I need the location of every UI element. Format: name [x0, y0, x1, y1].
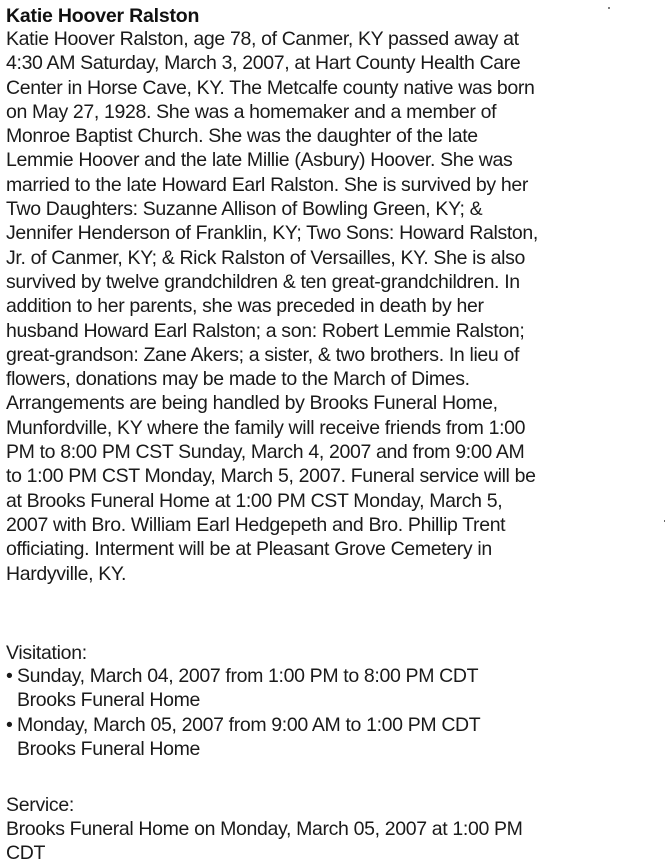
visitation-time: Monday, March 05, 2007 from 9:00 AM to 1:00 PM CDT — [17, 713, 481, 736]
body-line: Hardyville, KY. — [6, 562, 127, 585]
obituary-body — [6, 27, 538, 586]
visitation-list — [6, 664, 480, 761]
body-line: Center in Horse Cave, KY. The Metcalfe county native was born — [6, 76, 535, 99]
service-heading: Service: — [6, 794, 75, 816]
body-line: to 1:00 PM CST Monday, March 5, 2007. Funeral service will be — [6, 465, 536, 488]
body-line: Munfordville, KY where the family will receive friends from 1:00 — [6, 416, 526, 439]
visitation-heading: Visitation: — [6, 642, 87, 664]
body-line: husband Howard Earl Ralston; a son: Robert Lemmie Ralston; — [6, 319, 525, 342]
body-line: addition to her parents, she was preceded in death by her — [6, 295, 484, 318]
visitation-place: Brooks Funeral Home — [17, 737, 201, 760]
body-line: on May 27, 1928. She was a homemaker and a member of — [6, 100, 497, 123]
body-line: Monroe Baptist Church. She was the daughter of the late — [6, 125, 478, 148]
body-line: Lemmie Hoover and the late Millie (Asbury) Hoover. She was — [6, 149, 513, 172]
body-line: at Brooks Funeral Home at 1:00 PM CST Monday, March 5, — [6, 489, 503, 512]
body-line: Two Daughters: Suzanne Allison of Bowling Green, KY; & — [6, 198, 483, 221]
service-line: Brooks Funeral Home on Monday, March 05, 2007 at 1:00 PM — [6, 818, 523, 840]
visitation-item — [6, 664, 480, 713]
body-line: Arrangements are being handled by Brooks Funeral Home, — [6, 392, 498, 415]
visitation-place: Brooks Funeral Home — [17, 689, 201, 712]
body-line: officiating. Interment will be at Pleasant Grove Cemetery in — [6, 538, 492, 561]
body-line: 2007 with Bro. William Earl Hedgepeth and Bro. Phillip Trent — [6, 513, 506, 536]
scan-speck — [608, 7, 610, 9]
visitation-time: Sunday, March 04, 2007 from 1:00 PM to 8:00 PM CDT — [17, 665, 479, 687]
scan-speck — [664, 520, 665, 522]
body-line: Jr. of Canmer, KY; & Rick Ralston of Versailles, KY. She is also — [6, 246, 525, 269]
service-line: CDT — [6, 842, 46, 865]
service-details — [6, 817, 523, 866]
body-line: 4:30 AM Saturday, March 3, 2007, at Hart County Health Care — [6, 52, 521, 75]
bullet-icon: • — [6, 665, 13, 687]
body-line: Katie Hoover Ralston, age 78, of Canmer, KY passed away at — [6, 28, 519, 50]
body-line: PM to 8:00 PM CST Sunday, March 4, 2007 and from 9:00 AM — [6, 441, 525, 464]
body-line: survived by twelve grandchildren & ten great-grandchildren. In — [6, 270, 520, 293]
body-line: Jennifer Henderson of Franklin, KY; Two Sons: Howard Ralston, — [6, 222, 538, 245]
obituary-title: Katie Hoover Ralston — [6, 5, 200, 27]
body-line: great-grandson: Zane Akers; a sister, & two brothers. In lieu of — [6, 343, 520, 366]
visitation-item — [6, 713, 480, 762]
body-line: flowers, donations may be made to the March of Dimes. — [6, 368, 470, 391]
body-line: married to the late Howard Earl Ralston. She is survived by her — [6, 173, 529, 196]
bullet-icon: • — [6, 713, 13, 736]
